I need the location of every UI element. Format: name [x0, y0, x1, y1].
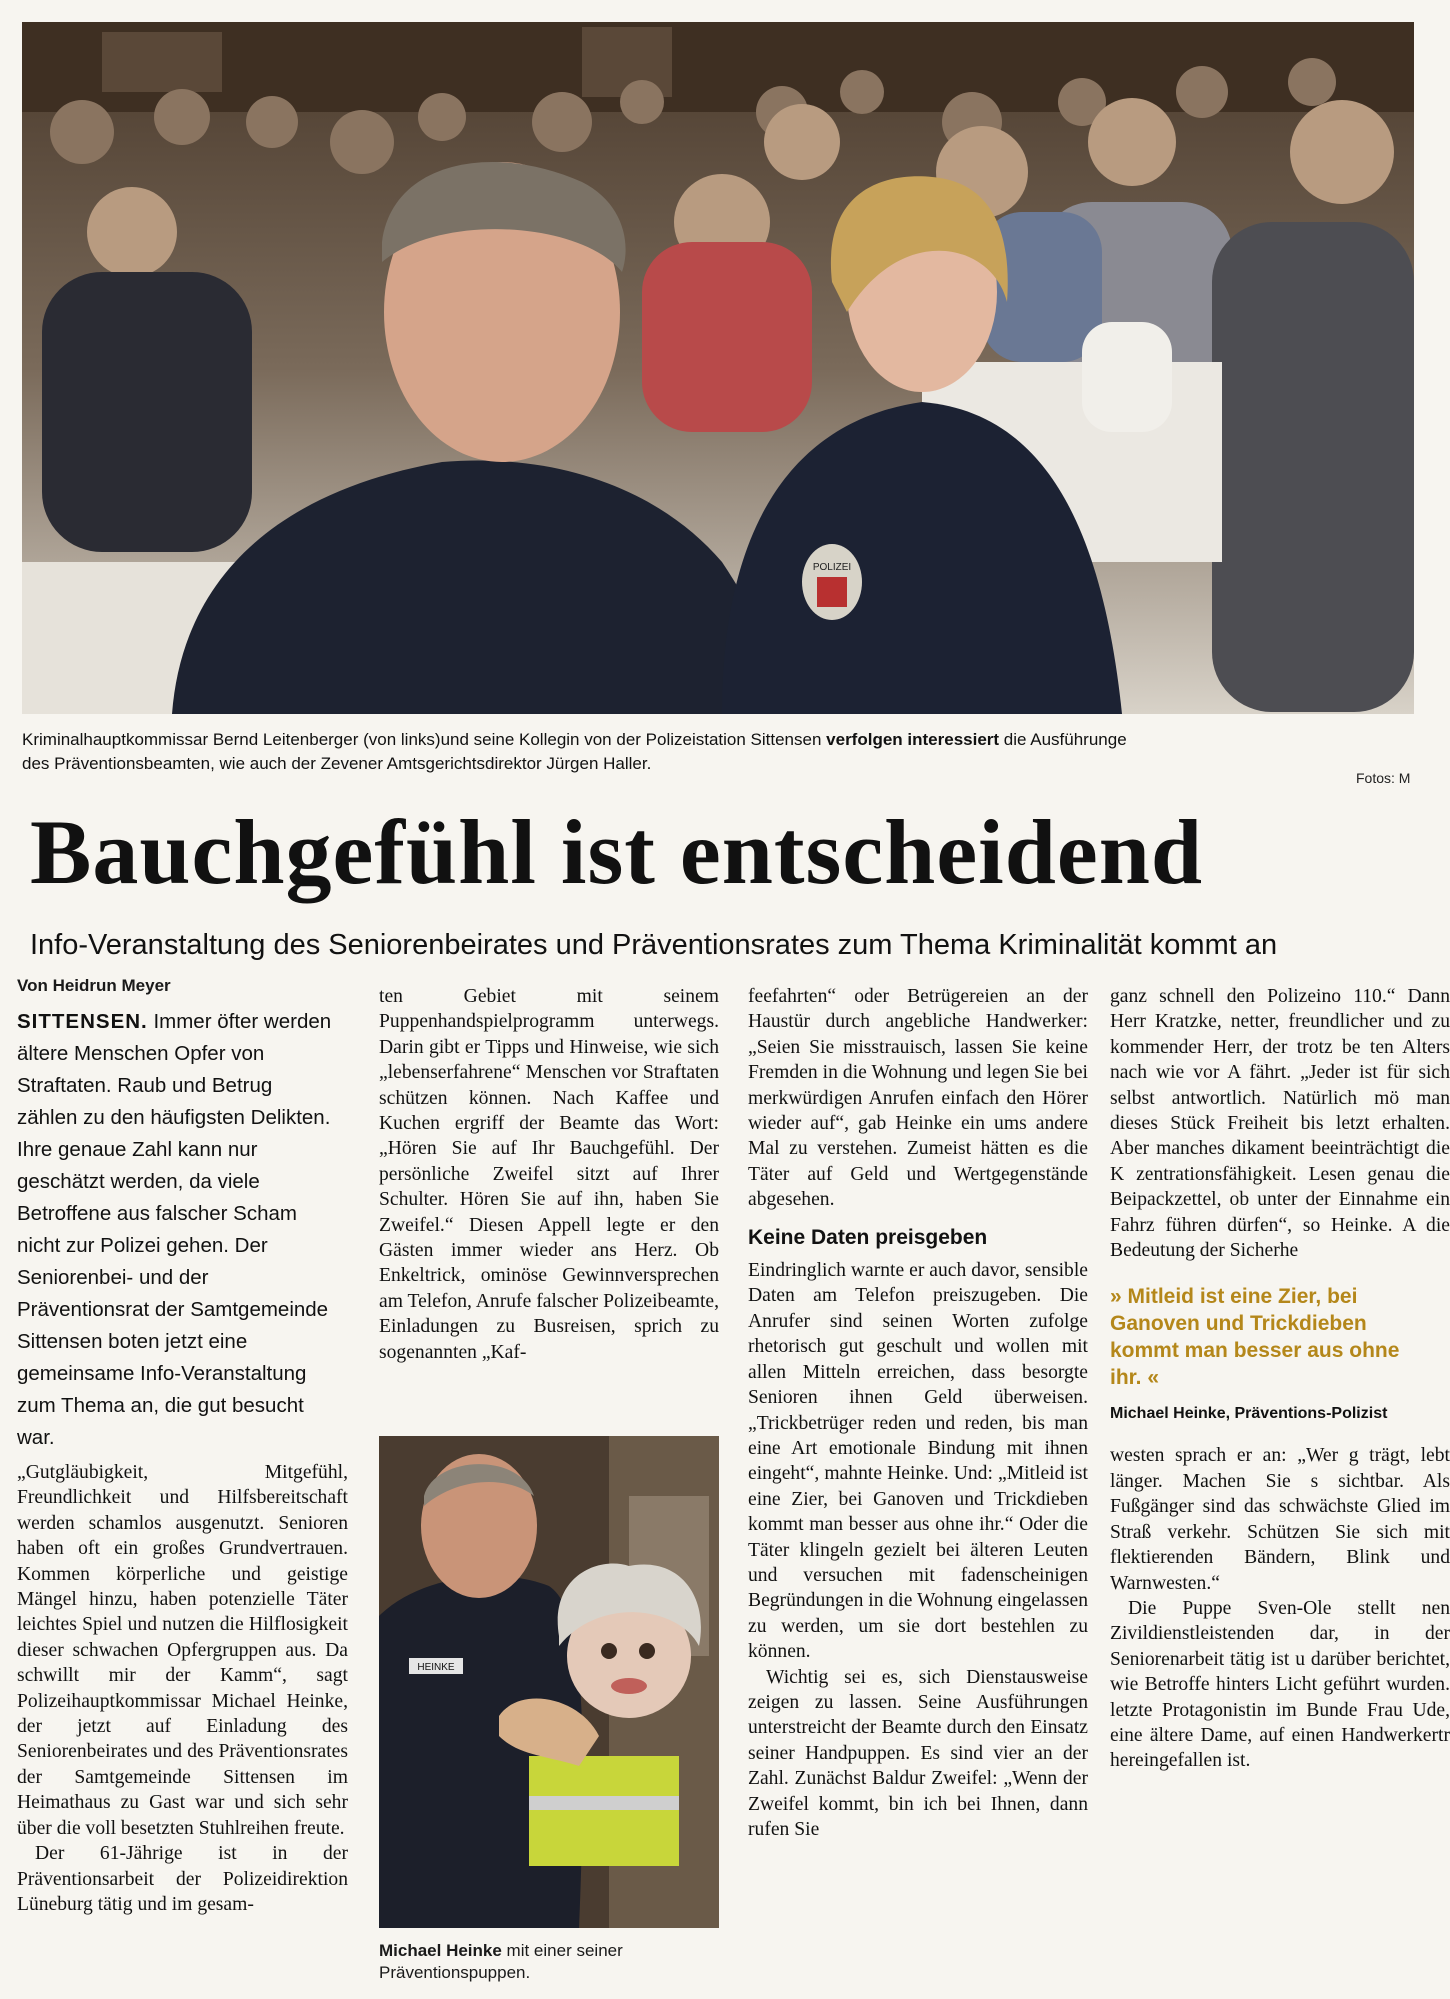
column-4-continued: [1110, 1443, 1450, 1773]
lead-paragraph: [17, 1006, 337, 1454]
puppet-photo-illustration: [379, 1436, 719, 1928]
inset-photo-caption: [379, 1940, 719, 1984]
lead-place: SITTENSEN.: [17, 1010, 148, 1033]
caption-text-2: die Ausführunge: [999, 730, 1127, 749]
caption-text-1: Kriminalhauptkommissar Bernd Leitenberger (von links)und seine Kollegin von der Polizeistation Sittensen: [22, 730, 827, 749]
col2-paragraph-1: ten Gebiet mit seinem Puppenhandspielprogramm unterwegs. Darin gibt er Tipps und Hinweise, wie sich „lebenserfahrene“ Menschen vor Straftaten schützen können. Nach Kaffee und Kuchen ergriff der Beamte das Wort: „Hören Sie auf Ihr Bauchgefühl. Der persönliche Zweifel sitzt auf Ihrer Schulter. Hören Sie auf ihn, haben Sie Zweifel.“ Diesen Appell legte er den Gästen immer wieder ans Herz. Ob Enkeltrick, ominöse Gewinnversprechen am Telefon, Anrufe falscher Polizeibeamte, Einladungen zu Busreisen, sprich zu sogenannten „Kaf-: [379, 986, 719, 1363]
audience-photo-illustration: [22, 22, 1414, 714]
polizei-patch-text: POLIZEI: [812, 562, 852, 573]
caption-highlight: verfolgen interessiert: [826, 730, 1000, 749]
column-3: [748, 984, 1088, 1842]
inset-caption-name: Michael Heinke: [379, 1941, 502, 1960]
column-1: [17, 1460, 348, 1917]
top-photo: [22, 22, 1414, 714]
column-4-clip: [1110, 984, 1450, 1999]
col1-paragraph-1: „Gutgläubigkeit, Mitgefühl, Freundlichkeit und Hilfsbereitschaft werden schamlos ausgenutzt. Senioren haben oft ein großes Grundvertrauen. Kommen körperliche und geistige Mängel hinzu, haben potenzielle Täter leichtes Spiel und nutzen die Hilflosigkeit dieser schwachen Opfergruppen aus. Da schwillt mir der Kamm“, sagt Polizeihauptkommissar Michael Heinke, der jetzt auf Einladung des Seniorenbeirates und des Präventionsrates der Samtgemeinde Sittensen im Heimathaus zu Gast war und sich sehr über die voll besetzten Stuhlreihen freute.: [17, 1462, 348, 1839]
column-2: [379, 984, 719, 1365]
byline: Von Heidrun Meyer: [17, 976, 171, 995]
top-photo-caption-line2: des Präventionsbeamten, wie auch der Zevener Amtsgerichtsdirektor Jürgen Haller.: [22, 754, 652, 773]
top-photo-caption: [22, 728, 1414, 751]
section-title: Keine Daten preisgeben: [748, 1225, 988, 1249]
column-4: [1110, 984, 1450, 1263]
col4-paragraph-2: westen sprach er an: „Wer g trägt, lebt länger. Machen Sie s sichtbar. Als Fußgänger sind das schwächste Glied im Straß verkehr. Schützen Sie sich mit flektierenden Bändern, Blink und Warnwesten.“: [1110, 1445, 1450, 1594]
name-badge-text: HEINKE: [417, 1662, 455, 1673]
photo-credit: Fotos: M: [1356, 770, 1411, 786]
lead-text: Immer öfter werden ältere Menschen Opfer von Straftaten. Raub und Betrug zählen zu den häufigsten Delikten. Ihre genaue Zahl kann nur geschätzt werden, da viele Betroffene aus falscher Scham nicht zur Polizei gehen. Der Seniorenbei- und der Präventionsrat der Samtgemeinde Sittensen boten jetzt eine gemeinsame Info-Veranstaltung zum Thema an, die gut besucht war.: [17, 1010, 332, 1449]
col4-paragraph-1: ganz schnell den Polizeino 110.“ Dann Herr Kratzke, netter, freundlicher und zu kommender Herr, der trotz be ten Alters nach wie vor A fährt. „Jeder ist für sich selbst antwortlich. Natürlich mö man dieses Stück Freiheit bis letzt erhalten. Aber manches dikament beeinträchtigt die K zentrationsfähigkeit. Lesen genau die Beipackzettel, ob unter der Einnahme ein Fahrz führen dürfen“, so Heinke. A die Bedeutung der Sicherhe: [1110, 986, 1450, 1262]
pull-quote-source: Michael Heinke, Präventions-Polizist: [1110, 1405, 1388, 1423]
col3-paragraph-2: Eindringlich warnte er auch davor, sensible Daten am Telefon preiszugeben. Die Anrufer sind seinen Worten zufolge rhetorisch gut geschult und wollen mit allen Mitteln erreichen, dass besorgte Senioren ihnen Geld überweisen. „Trickbetrüger reden und reden, bis man eine Art emotionale Bindung mit ihnen eingeht“, mahnte Heinke. Und: „Mitleid ist eine Zier, bei Ganoven und Trickdieben kommt man besser aus ohne ihr.“ Oder die Täter klingeln gezielt bei älteren Leuten und versuchen mit fadenscheinigen Begründungen in die Wohnung eingelassen zu werden, um sie dort bestehlen zu können.: [748, 1260, 1088, 1663]
headline: Bauchgefühl ist entscheidend: [30, 801, 1204, 903]
pull-quote: » Mitleid ist eine Zier, bei Ganoven und Trickdieben kommt man besser aus ohne ihr. «: [1110, 1285, 1400, 1390]
col1-paragraph-2: Der 61-Jährige ist in der Präventionsarbeit der Polizeidirektion Lüneburg tätig und im gesam-: [17, 1843, 348, 1915]
inset-photo: [379, 1436, 719, 1928]
subheadline: Info-Veranstaltung des Seniorenbeirates und Präventionsrates zum Thema Kriminalität kommt an: [30, 929, 1278, 961]
col4-paragraph-3: Die Puppe Sven-Ole stellt nen Zivildienstleistenden dar, in der Seniorenarbeit tätig ist u darüber berichtet, wie Betroffe hinters Licht geführt wurden. letzte Protagonistin im Bunde Frau Ude, eine ältere Dame, auf einen Handwerkertr hereingefallen ist.: [1110, 1597, 1450, 1772]
col3-paragraph-3: Wichtig sei es, sich Dienstausweise zeigen zu lassen. Seine Ausführungen unterstreicht der Beamte durch den Einsatz seiner Handpuppen. Es sind vier an der Zahl. Zunächst Baldur Zweifel: „Wenn der Zweifel kommt, bin ich bei Ihnen, dann rufen Sie: [748, 1666, 1088, 1840]
col3-paragraph-1: feefahrten“ oder Betrügereien an der Haustür durch angebliche Handwerker: „Seien Sie misstrauisch, lassen Sie keine Fremden in die Wohnung und legen Sie bei merkwürdigen Anrufen einfach den Hörer wieder auf“, gab Heinke ein ums andere Mal zu verstehen. Zumeist hätten es die Täter auf Geld und Wertgegenstände abgesehen.: [748, 986, 1088, 1211]
inset-caption-rest: mit einer seiner Präventionspuppen.: [379, 1941, 623, 1982]
